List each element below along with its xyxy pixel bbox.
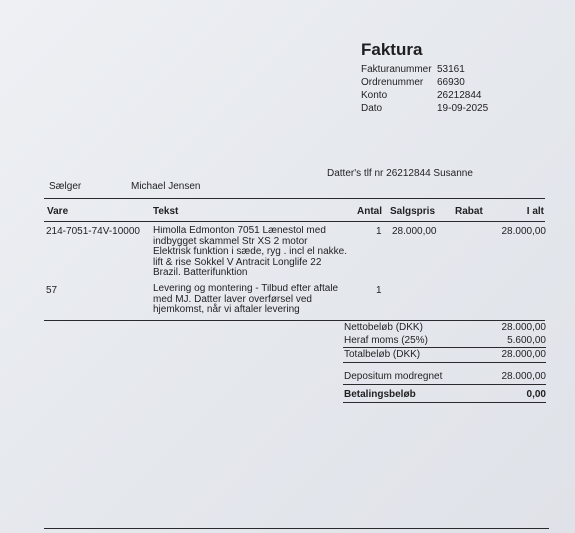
document-title: Faktura: [361, 40, 423, 59]
row2-antal: 1: [376, 285, 382, 296]
col-header-vare: Vare: [47, 206, 69, 217]
seller-label: Sælger: [49, 181, 82, 192]
row2-vare: 57: [46, 285, 58, 296]
total-value: 28.000,00: [501, 349, 546, 360]
order-number-value: 66930: [437, 77, 465, 88]
deposit-value: 28.000,00: [501, 371, 546, 382]
moms-label: Heraf moms (25%): [344, 335, 428, 346]
row2-tekst: Levering og montering - Tilbud efter aftale med MJ. Datter laver overførsel ved hjemkomst, når vi aftaler levering: [153, 284, 339, 316]
invoice-number-value: 53161: [437, 64, 465, 75]
deposit-divider: [343, 384, 546, 385]
date-label: Dato: [361, 103, 383, 114]
netto-label: Nettobeløb (DKK): [344, 322, 423, 333]
netto-value: 28.000,00: [501, 322, 546, 333]
row1-tekst: Himolla Edmonton 7051 Lænestol med indbygget skammel Str XS 2 motor Elektrisk funktion i sæde, ryg . incl el nakke. lift & rise Sokkel V Antracit Longlife 22 Brazil. Batterifunktion: [153, 226, 347, 279]
col-header-salgspris: Salgspris: [390, 206, 436, 217]
footer-divider: [44, 528, 549, 529]
moms-value: 5.600,00: [507, 335, 546, 346]
table-bottom-divider: [44, 320, 545, 321]
total-top-divider: [343, 347, 546, 348]
col-header-rabat: Rabat: [455, 206, 483, 217]
header-top-divider: [44, 198, 545, 199]
payment-value: 0,00: [526, 389, 546, 400]
order-number-label: Ordrenummer: [361, 77, 424, 88]
date-value: 19-09-2025: [437, 103, 489, 114]
account-label: Konto: [361, 90, 388, 101]
row1-ialt: 28.000,00: [501, 226, 546, 237]
row1-vare: 214-7051-74V-10000: [46, 226, 140, 237]
account-value: 26212844: [437, 90, 482, 101]
row1-salgspris: 28.000,00: [392, 226, 437, 237]
col-header-ialt: I alt: [526, 206, 544, 217]
col-header-tekst: Tekst: [153, 206, 179, 217]
invoice-number-label: Fakturanummer: [361, 64, 432, 75]
payment-divider: [343, 402, 546, 403]
total-bottom-divider: [343, 362, 546, 363]
total-label: Totalbeløb (DKK): [344, 349, 421, 360]
deposit-label: Depositum modregnet: [344, 371, 443, 382]
seller-value: Michael Jensen: [131, 181, 201, 192]
row1-antal: 1: [376, 226, 382, 237]
col-header-antal: Antal: [357, 206, 382, 217]
customer-note: Datter's tlf nr 26212844 Susanne: [327, 168, 473, 179]
header-bottom-divider: [44, 221, 545, 222]
payment-label: Betalingsbeløb: [344, 389, 416, 400]
